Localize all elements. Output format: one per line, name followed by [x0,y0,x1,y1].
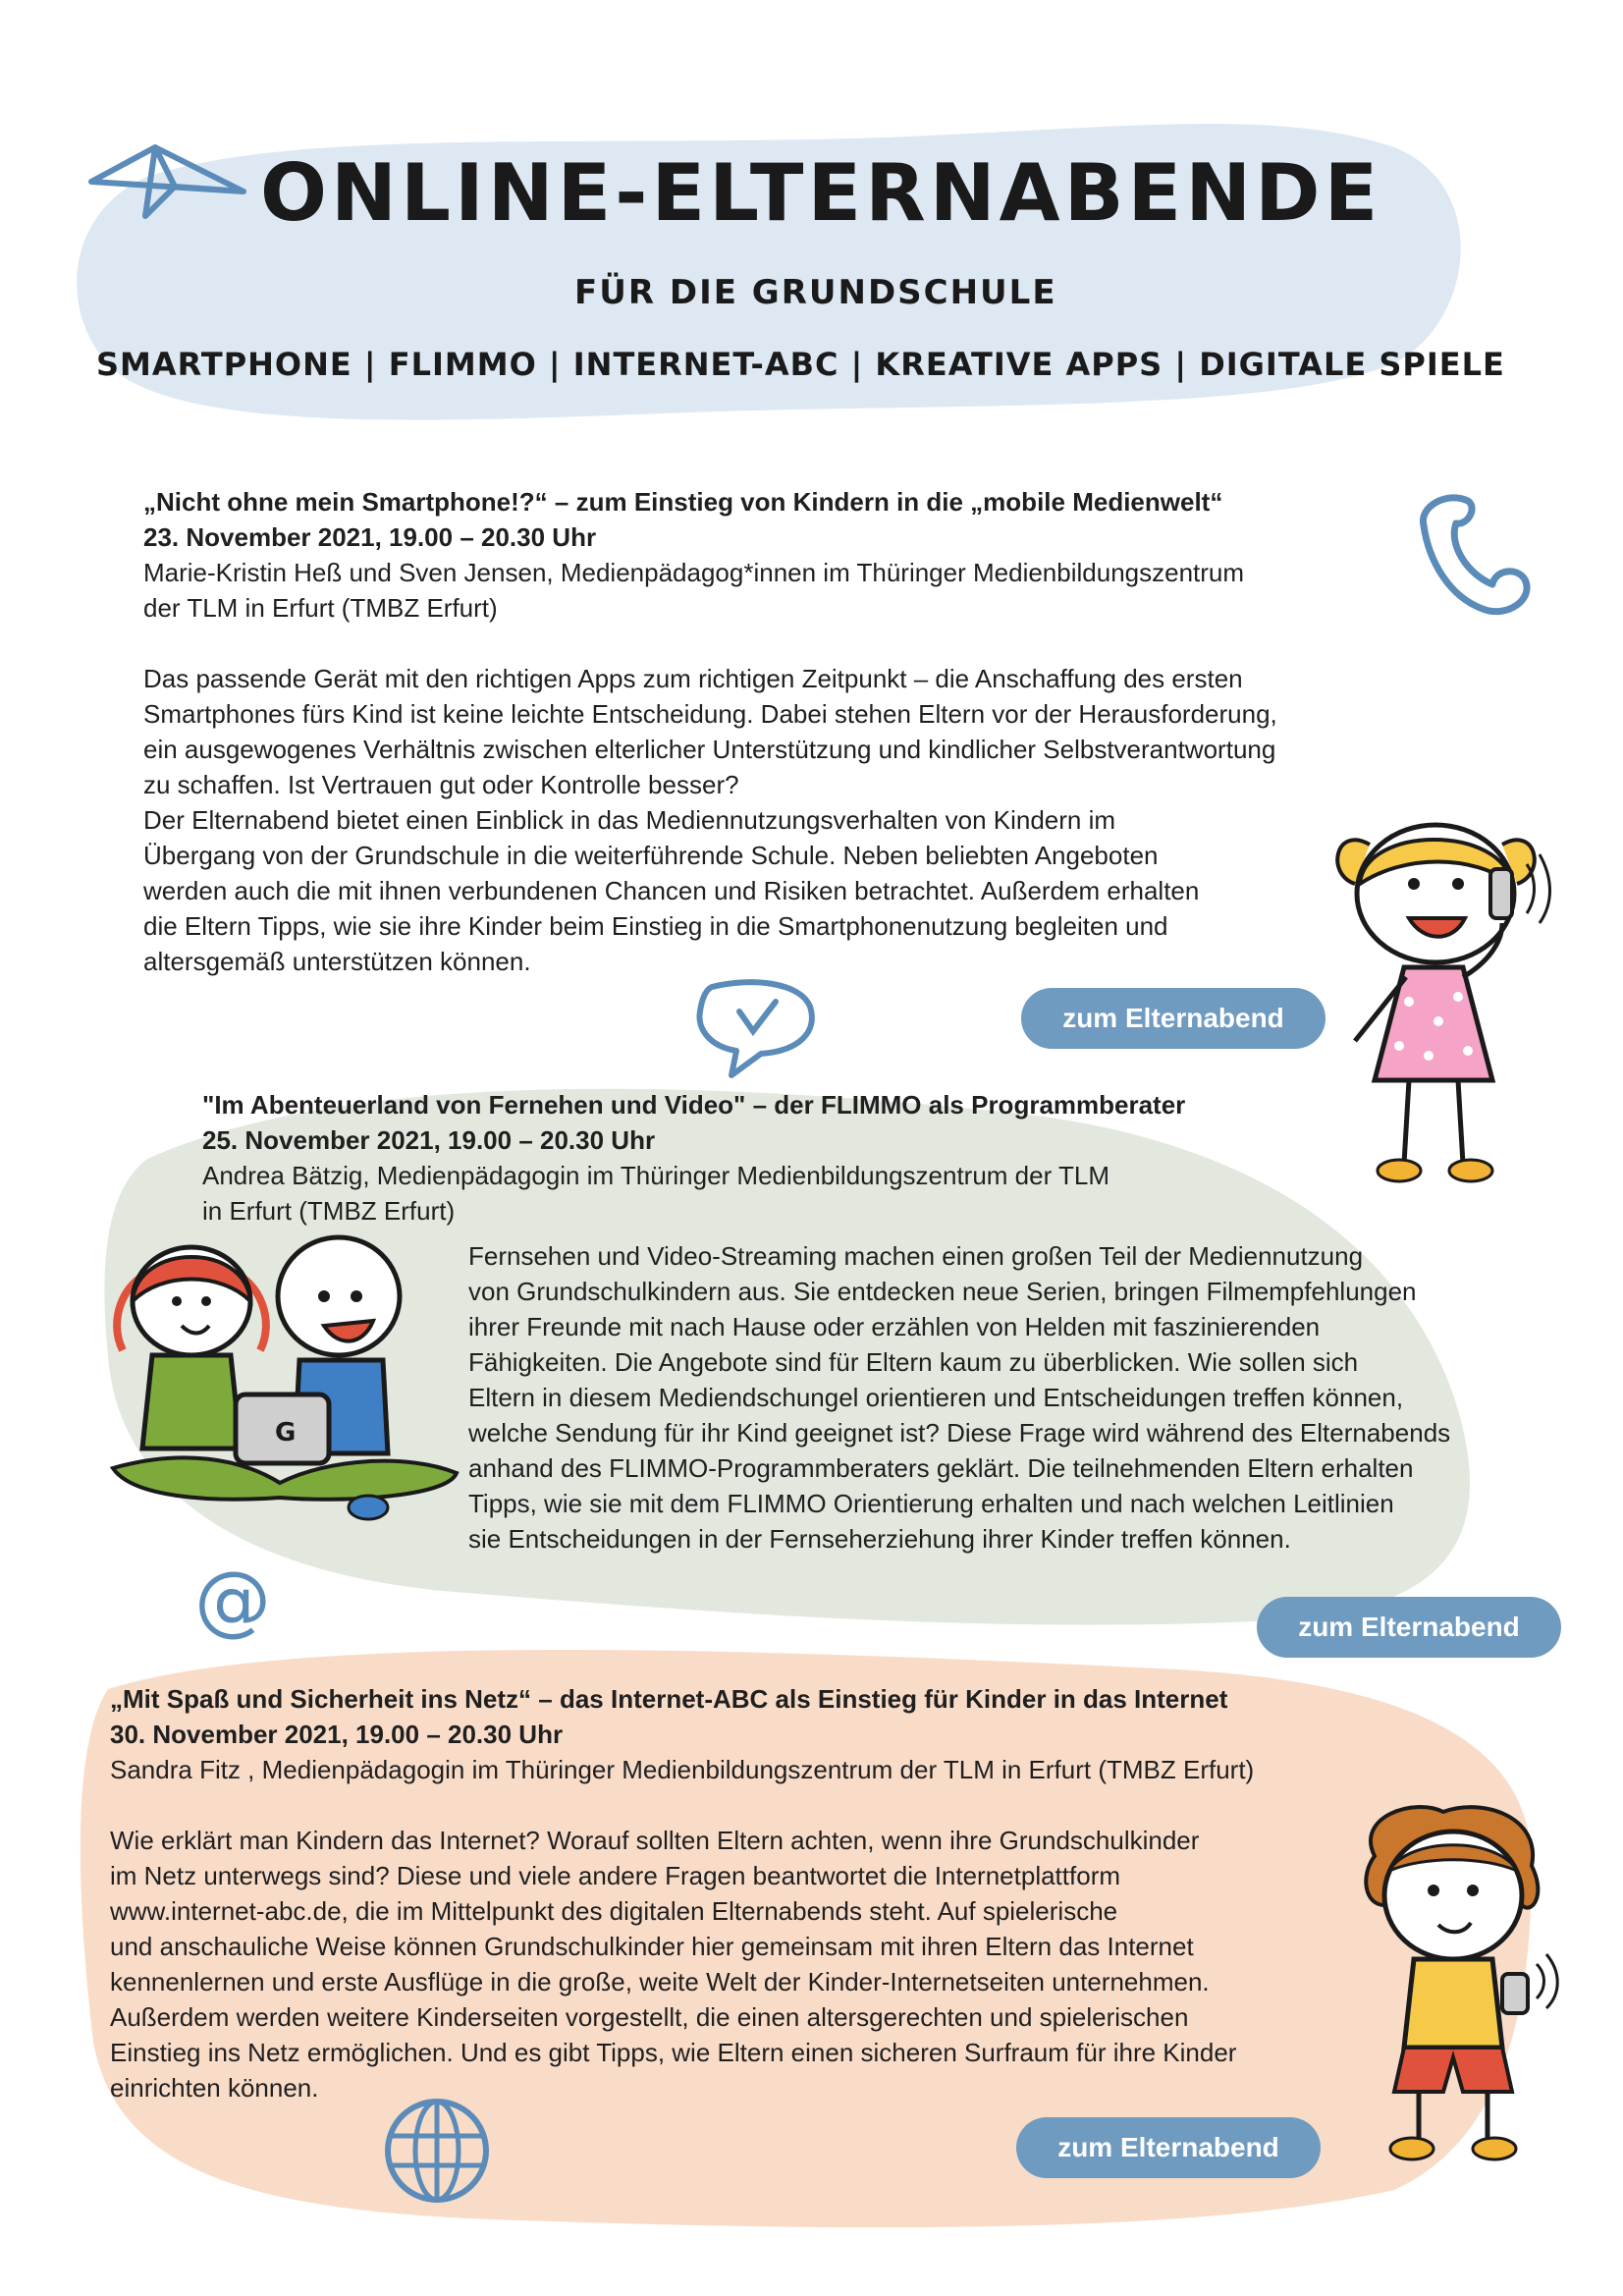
event-description-line: altersgemäß unterstützen können. [143,947,531,976]
chat-bubble-check-icon [692,977,820,1085]
topics-line: SMARTPHONE | FLIMMO | INTERNET-ABC | KREATIVE APPS | DIGITALE SPIELE [96,346,1505,383]
event-speaker: Andrea Bätzig, Medienpädagogin im Thüringer Medienbildungszentrum der TLM [202,1161,1110,1190]
event-internet-abc-button[interactable]: zum Elternabend [1016,2117,1321,2178]
event-description-line: sie Entscheidungen in der Fernseherziehung ihrer Kinder treffen können. [468,1524,1291,1554]
kids-with-tablet-illustration [93,1223,476,1527]
event-description-line: werden auch die mit ihnen verbundenen Chancen und Risiken betrachtet. Außerdem erhalten [143,876,1200,905]
event-description-line: Eltern in diesem Mediendschungel orientieren und Entscheidungen treffen können, [468,1383,1404,1412]
event-flimmo-header [202,1087,1380,1229]
event-title: „Mit Spaß und Sicherheit ins Netz“ – das Internet-ABC als Einstieg für Kinder in das Internet [110,1684,1228,1714]
event-description-line: Wie erklärt man Kindern das Internet? Worauf sollten Eltern achten, wenn ihre Grundschulkinder [110,1826,1200,1855]
event-speaker: Marie-Kristin Heß und Sven Jensen, Medienpädagog*innen im Thüringer Medienbildungszentrum [143,558,1245,587]
paper-plane-icon [86,137,253,226]
event-description-line: anhand des FLIMMO-Programmberaters geklärt. Die teilnehmenden Eltern erhalten [468,1453,1414,1483]
phone-icon [1409,486,1546,624]
event-description-line: im Netz unterwegs sind? Diese und viele andere Fragen beantwortet die Internetplattform [110,1861,1121,1890]
event-description-line: von Grundschulkindern aus. Sie entdecken neue Serien, bringen Filmempfehlungen [468,1277,1417,1306]
event-speaker: der TLM in Erfurt (TMBZ Erfurt) [143,593,498,623]
page-title: ONLINE-ELTERNABENDE [260,147,1382,239]
event-description-line: einrichten können. [110,2073,319,2103]
event-description-line: zu schaffen. Ist Vertrauen gut oder Kontrolle besser? [143,770,739,799]
event-smartphone-button[interactable]: zum Elternabend [1021,988,1325,1049]
event-title: "Im Abenteuerland von Fernehen und Video" – der FLIMMO als Programmberater [202,1090,1186,1120]
event-description-line: www.internet-abc.de, die im Mittelpunkt des digitalen Elternabends steht. Auf spielerische [110,1896,1118,1926]
event-date: 23. November 2021, 19.00 – 20.30 Uhr [143,522,597,552]
at-symbol-icon: @ [194,1557,271,1645]
event-description-line: Einstieg ins Netz ermöglichen. Und es gibt Tipps, wie Eltern einen sicheren Surfraum für ihre Kinder [110,2038,1237,2067]
event-description-line: die Eltern Tipps, wie sie ihre Kinder beim Einstieg in die Smartphonenutzung begleiten und [143,911,1168,941]
event-description-line: Tipps, wie sie mit dem FLIMMO Orientierung erhalten und nach welchen Leitlinien [468,1489,1394,1518]
globe-icon [378,2092,496,2210]
event-description-line: ihrer Freunde mit nach Hause oder erzählen von Helden mit faszinierenden [468,1312,1321,1341]
page-subtitle: FÜR DIE GRUNDSCHULE [574,273,1057,312]
event-description-line: Übergang von der Grundschule in die weiterführende Schule. Neben beliebten Angeboten [143,841,1159,870]
event-description-line: Fernsehen und Video-Streaming machen einen großen Teil der Mediennutzung [468,1241,1364,1271]
event-title: „Nicht ohne mein Smartphone!?“ – zum Einstieg von Kindern in die „mobile Medienwelt“ [143,487,1223,517]
event-date: 30. November 2021, 19.00 – 20.30 Uhr [110,1720,564,1749]
event-internet-abc [110,1681,1435,2105]
event-speaker: Sandra Fitz , Medienpädagogin im Thüringer Medienbildungszentrum der TLM in Erfurt (TMBZ Erfurt) [110,1755,1255,1784]
event-description-line: ein ausgewogenes Verhältnis zwischen elterlicher Unterstützung und kindlicher Selbstverantwortung [143,735,1276,764]
event-description-line: Der Elternabend bietet einen Einblick in das Mediennutzungsverhalten von Kindern im [143,805,1116,835]
event-speaker: in Erfurt (TMBZ Erfurt) [202,1196,456,1226]
event-flimmo-button[interactable]: zum Elternabend [1257,1597,1561,1658]
event-description-line: und anschauliche Weise können Grundschulkinder hier gemeinsam mit ihren Eltern das Internet [110,1932,1194,1961]
event-smartphone [143,484,1420,979]
event-description-line: welche Sendung für ihr Kind geeignet ist? Diese Frage wird während des Elternabends [468,1418,1451,1448]
event-description-line: Smartphones fürs Kind ist keine leichte Entscheidung. Dabei stehen Eltern vor der Herausforderung, [143,699,1277,729]
event-flimmo-description [468,1238,1588,1557]
tablet-letter: G [275,1418,297,1448]
event-description-line: Das passende Gerät mit den richtigen Apps zum richtigen Zeitpunkt – die Anschaffung des ersten [143,664,1243,693]
event-date: 25. November 2021, 19.00 – 20.30 Uhr [202,1125,656,1155]
event-description-line: Fähigkeiten. Die Angebote sind für Eltern kaum zu überblicken. Wie sollen sich [468,1347,1359,1377]
event-description-line: Außerdem werden weitere Kinderseiten vorgestellt, die einen altersgerechten und spielerischen [110,2002,1189,2032]
boy-with-phone-illustration [1335,1797,1571,2170]
event-description-line: kennenlernen und erste Ausflüge in die große, weite Welt der Kinder-Internetseiten unternehmen. [110,1967,1210,1996]
